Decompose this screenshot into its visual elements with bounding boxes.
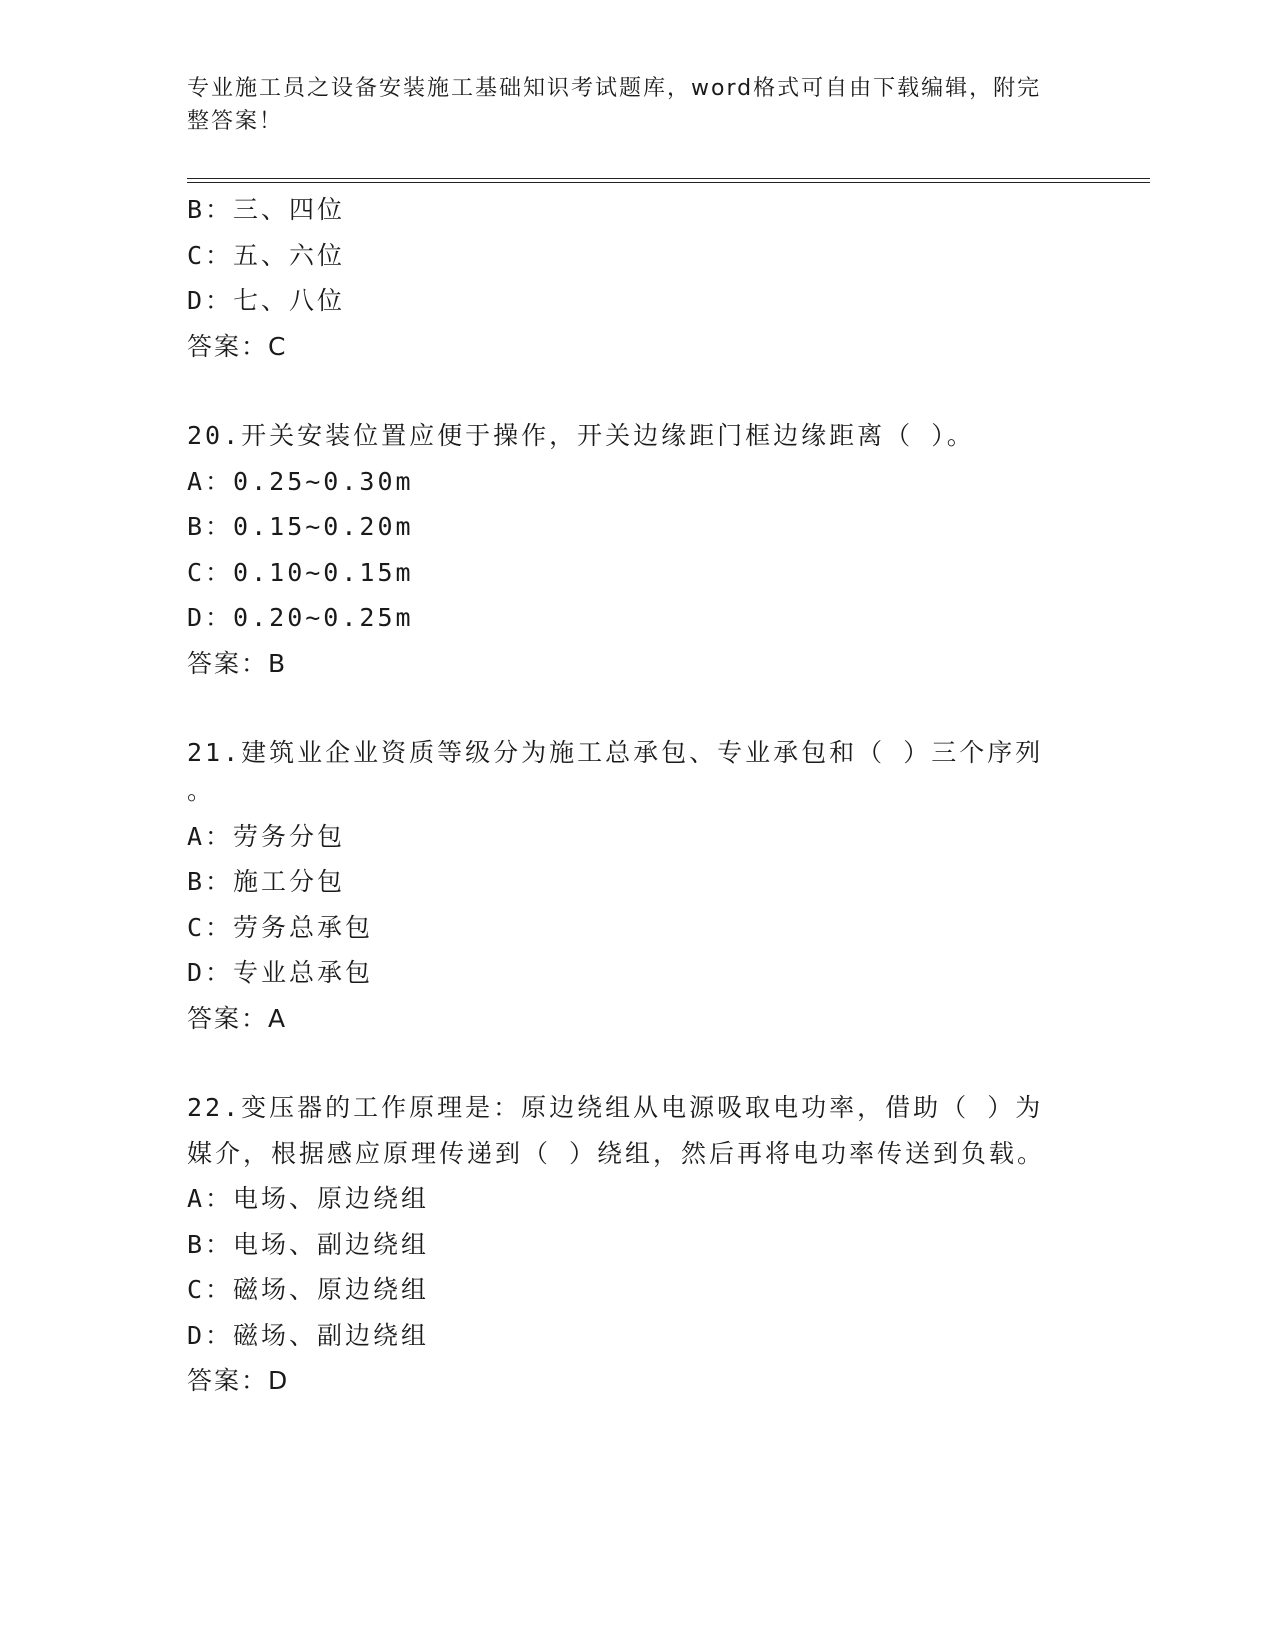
question-text-line-2: 。 bbox=[187, 775, 216, 805]
option-c: C：磁场、原边绕组 bbox=[187, 1275, 430, 1304]
question-text: 20.开关安装位置应便于操作，开关边缘距门框边缘距离（ ）。 bbox=[187, 421, 975, 450]
answer: 答案：B bbox=[187, 648, 288, 678]
question-21 bbox=[187, 730, 1067, 1041]
question-text-line-1: 21.建筑业企业资质等级分为施工总承包、专业承包和（ ）三个序列 bbox=[187, 738, 1044, 767]
question-text-line-1: 22.变压器的工作原理是：原边绕组从电源吸取电功率，借助（ ）为 bbox=[187, 1093, 1044, 1122]
option-a: A：0.25~0.30m bbox=[187, 466, 414, 496]
option-d: D：七、八位 bbox=[187, 286, 346, 315]
question-text-line-2: 媒介，根据感应原理传递到（ ）绕组，然后再将电功率传送到负载。 bbox=[187, 1138, 1046, 1168]
header-title-line-2: 整答案！ bbox=[187, 109, 284, 134]
option-c: C：五、六位 bbox=[187, 240, 346, 270]
option-c: C：0.10~0.15m bbox=[187, 557, 414, 587]
answer: 答案：A bbox=[187, 1003, 288, 1033]
option-c: C：劳务总承包 bbox=[187, 912, 374, 942]
question-19 bbox=[187, 187, 1067, 369]
option-a: A：劳务分包 bbox=[187, 821, 346, 851]
option-d: D：0.20~0.25m bbox=[187, 603, 414, 632]
option-a: A：电场、原边绕组 bbox=[187, 1184, 430, 1213]
answer: 答案：C bbox=[187, 331, 288, 361]
option-b: B：电场、副边绕组 bbox=[187, 1229, 430, 1259]
header-rule-top bbox=[187, 178, 1150, 179]
option-d: D：磁场、副边绕组 bbox=[187, 1320, 430, 1350]
option-d: D：专业总承包 bbox=[187, 958, 374, 987]
document-header bbox=[187, 72, 1067, 138]
answer: 答案：D bbox=[187, 1366, 290, 1395]
option-b: B：0.15~0.20m bbox=[187, 512, 414, 541]
question-list bbox=[187, 187, 1067, 1404]
question-22 bbox=[187, 1085, 1067, 1404]
option-b: B：施工分包 bbox=[187, 867, 346, 896]
header-rule-bottom bbox=[187, 182, 1150, 183]
header-title-line-1: 专业施工员之设备安装施工基础知识考试题库，word格式可自由下载编辑，附完 bbox=[187, 76, 1042, 101]
question-20 bbox=[187, 413, 1067, 686]
option-b: B：三、四位 bbox=[187, 195, 346, 224]
